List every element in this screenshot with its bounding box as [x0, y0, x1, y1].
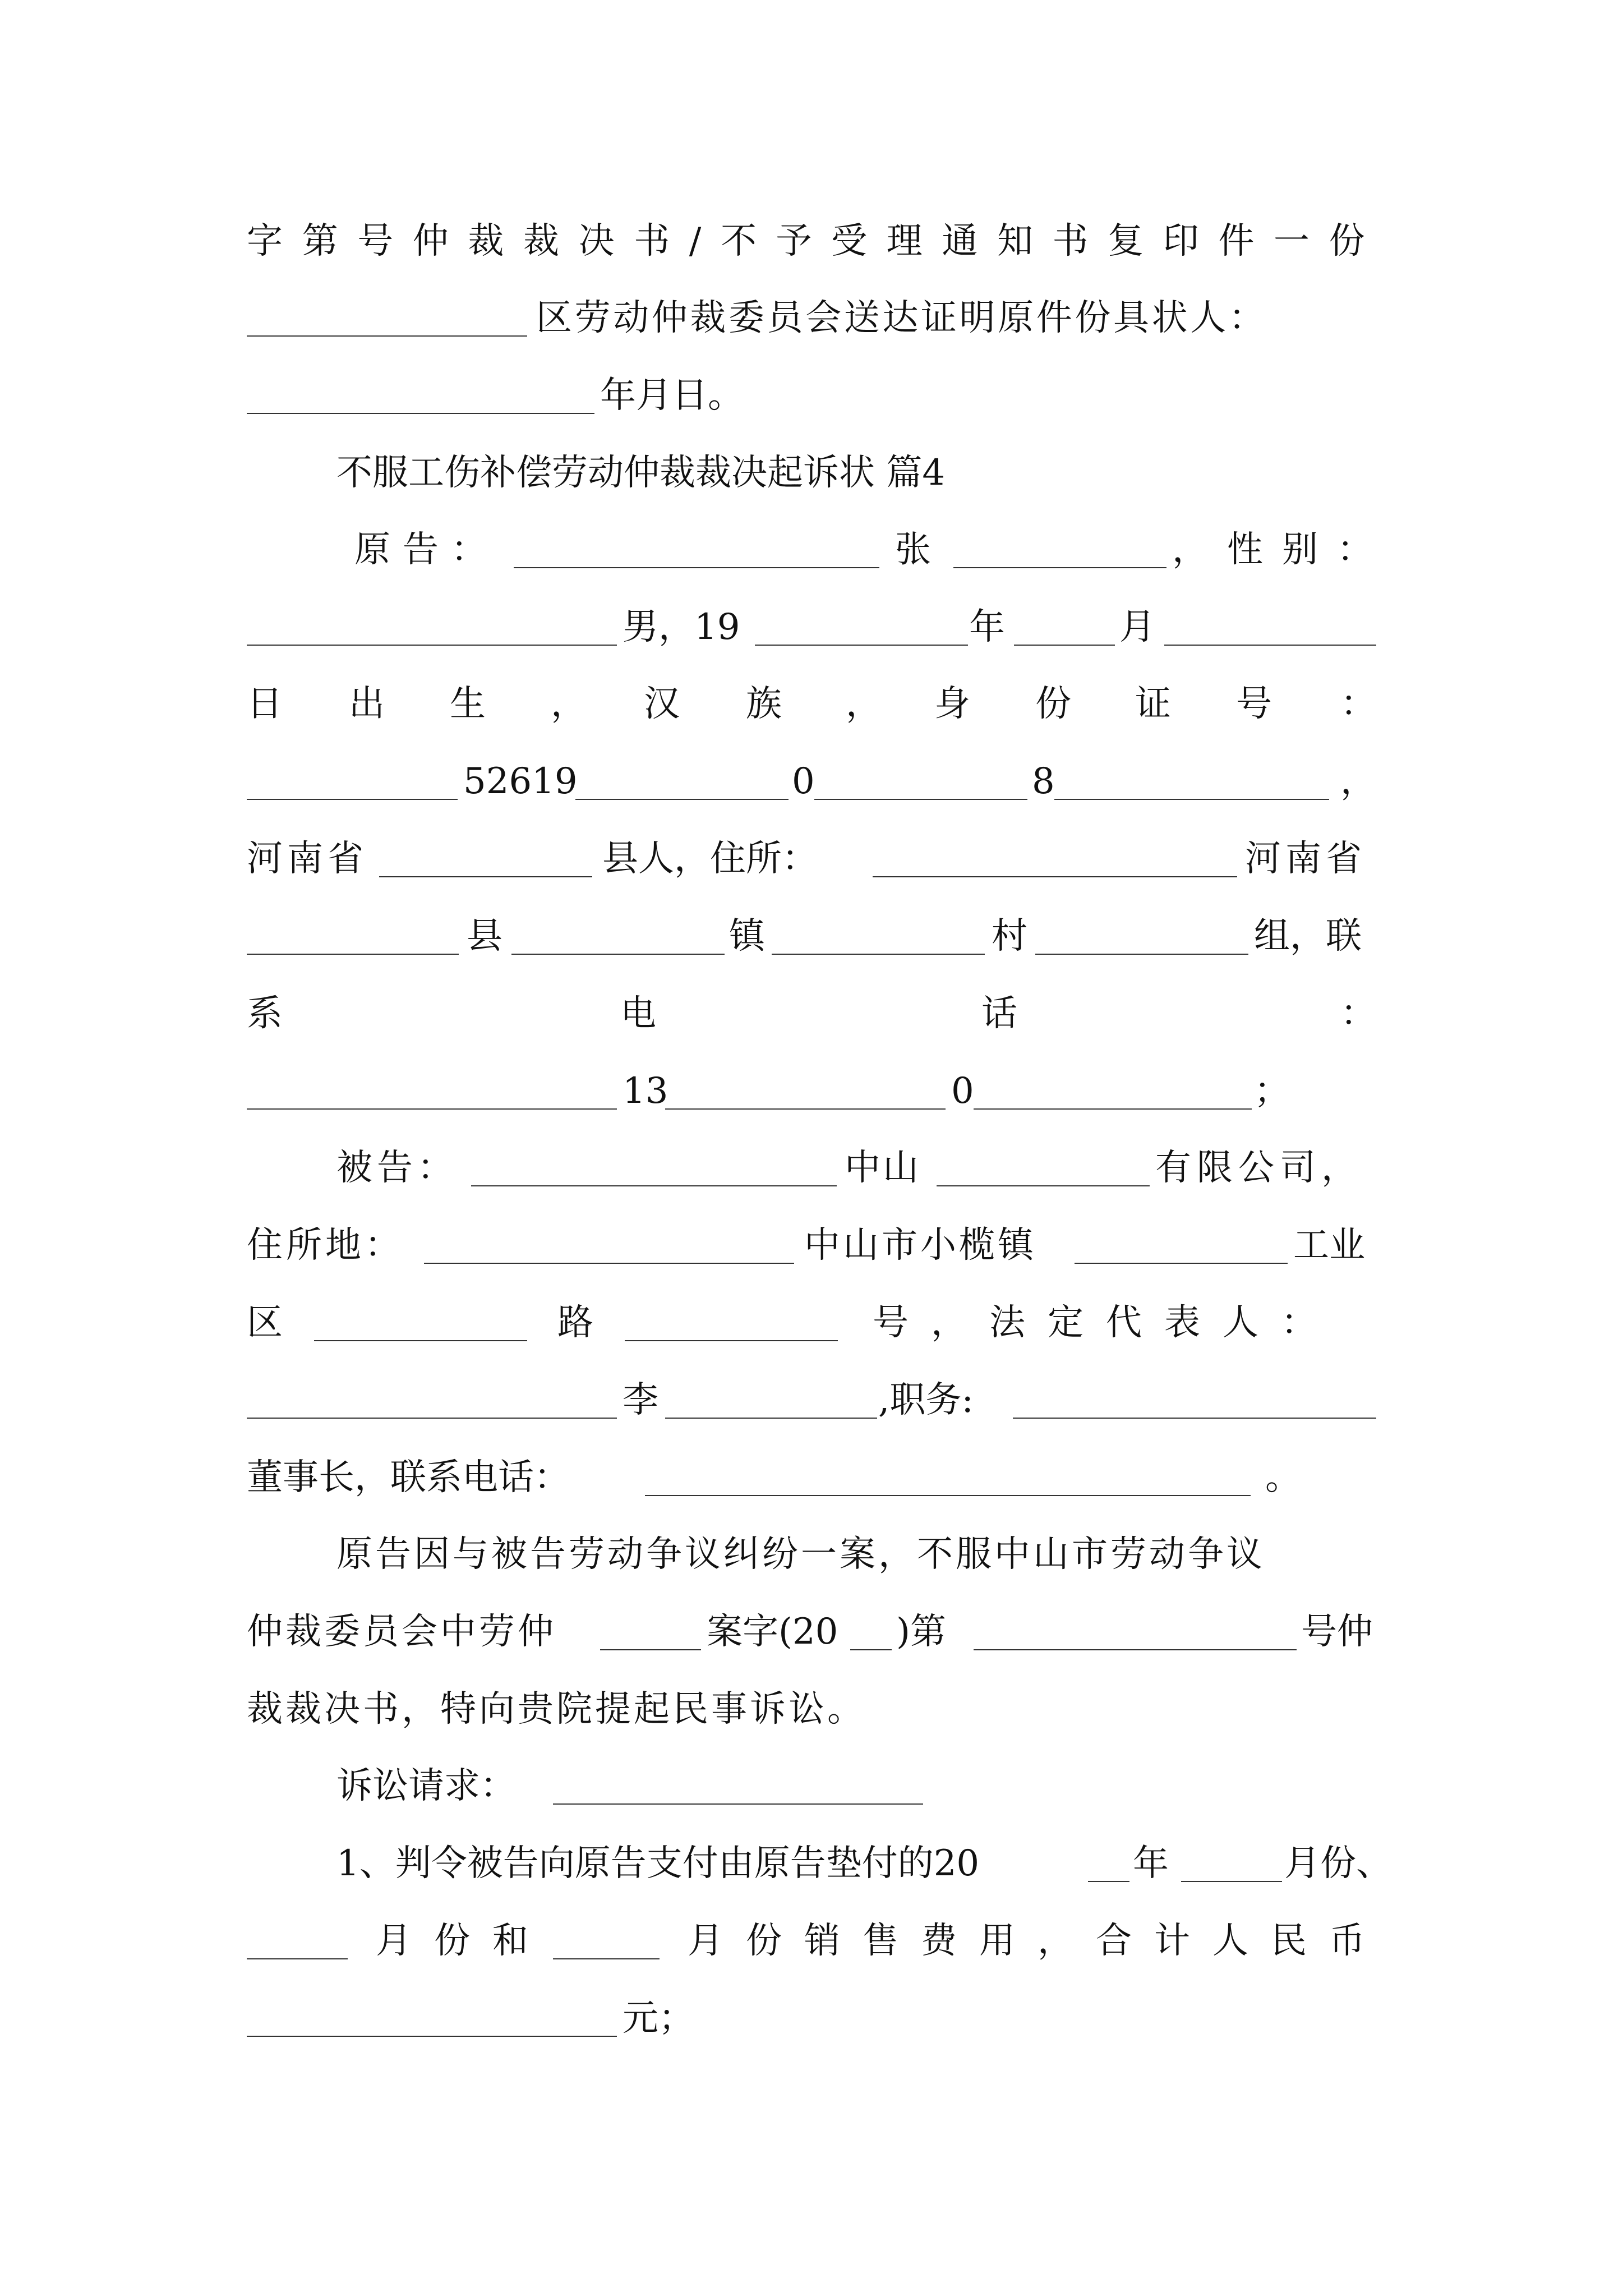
text-segment: ， [846, 683, 882, 725]
text-segment: 河南省 [1245, 838, 1366, 880]
text-segment: 中山 [845, 1147, 921, 1189]
text-segment: 字第号仲裁裁决书/不予受理通知书复印件一份 [247, 220, 1385, 262]
text-line [0, 1684, 1623, 1734]
text-segment: 村 [992, 915, 1027, 957]
text-segment: 月份销售费用，合计人民币 [688, 1920, 1387, 1962]
text-segment: 0 [792, 761, 815, 802]
text-segment: 区劳动仲裁委员会送达证明原件份具状人： [536, 297, 1267, 339]
text-segment: 诉讼请求： [336, 1765, 516, 1807]
text-segment: 。 [1265, 1457, 1301, 1498]
text-segment: 仲裁委员会中劳仲 [247, 1611, 556, 1653]
text-segment: 日 [247, 683, 283, 725]
text-line [0, 1993, 1623, 2044]
text-line [0, 293, 1623, 343]
blank-underline [553, 1803, 923, 1805]
text-line [0, 1838, 1623, 1889]
blank-underline [553, 1958, 660, 1959]
text-line [0, 756, 1623, 807]
text-segment: 号仲 [1301, 1611, 1373, 1653]
blank-underline [1088, 1881, 1129, 1882]
section-heading: 不服工伤补偿劳动仲裁裁决起诉状 篇4 [336, 452, 946, 494]
text-segment: ，性别： [1172, 529, 1392, 570]
blank-underline [247, 645, 617, 646]
text-segment: 案字(20 [707, 1611, 838, 1653]
text-segment: ， [551, 683, 587, 725]
text-segment: ： [1340, 683, 1376, 725]
text-line [0, 1375, 1623, 1425]
text-segment: 年 [969, 606, 1005, 648]
blank-underline [247, 1418, 617, 1419]
text-segment: 电 [620, 993, 656, 1034]
text-line [0, 1220, 1623, 1271]
blank-underline [247, 1958, 348, 1959]
text-line [0, 524, 1623, 575]
text-segment: 13 [623, 1070, 668, 1112]
text-segment: 系 [247, 993, 283, 1034]
text-segment: 52619 [463, 761, 578, 802]
blank-underline [974, 1108, 1252, 1110]
blank-underline [247, 413, 594, 414]
text-line [0, 370, 1623, 421]
blank-underline [514, 567, 879, 568]
text-segment: 月 [1119, 606, 1155, 648]
text-segment: 有限公司， [1155, 1147, 1363, 1189]
text-segment: 1、判令被告向原告支付由原告垫付的20 [336, 1843, 980, 1884]
text-segment: 年 [1133, 1843, 1169, 1884]
text-segment: 汉 [644, 683, 680, 725]
text-segment: 0 [951, 1070, 974, 1112]
text-line [0, 1529, 1623, 1580]
text-segment: ， [1340, 761, 1376, 802]
blank-underline [814, 799, 1027, 800]
blank-underline [1054, 799, 1329, 800]
text-segment: 组，联 [1254, 915, 1362, 957]
blank-underline [575, 799, 789, 800]
text-line [0, 679, 1623, 729]
text-segment: 男，19 [623, 606, 740, 648]
text-segment: 话 [981, 993, 1017, 1034]
blank-underline [772, 954, 985, 955]
text-line [0, 448, 1623, 498]
text-line [0, 1761, 1623, 1811]
text-segment: 出 [349, 683, 385, 725]
text-line [0, 1452, 1623, 1503]
text-segment: 李 [623, 1379, 658, 1421]
text-segment: 县人，住所： [602, 838, 818, 880]
blank-underline [665, 1418, 877, 1419]
text-line [0, 1297, 1623, 1348]
blank-underline [247, 2036, 617, 2037]
blank-underline [1181, 1881, 1282, 1882]
text-segment: 原告： [354, 529, 499, 570]
text-segment: 号 [1236, 683, 1272, 725]
text-segment: 镇 [729, 915, 765, 957]
blank-underline [1075, 1263, 1288, 1264]
text-segment: 身 [934, 683, 970, 725]
text-segment: 份 [1035, 683, 1071, 725]
text-segment: 住所地： [247, 1225, 404, 1266]
text-line [0, 911, 1623, 961]
text-segment: 证 [1135, 683, 1171, 725]
blank-underline [755, 645, 968, 646]
text-segment: 被告： [336, 1147, 458, 1189]
blank-underline [974, 1649, 1297, 1650]
text-segment: 年月日。 [600, 375, 744, 416]
blank-underline [247, 799, 458, 800]
text-line [0, 988, 1623, 1039]
blank-underline [379, 876, 592, 877]
text-line [0, 602, 1623, 652]
blank-underline [665, 1108, 946, 1110]
text-segment: 路 [557, 1302, 593, 1343]
text-segment: )第 [896, 1611, 946, 1653]
text-segment: 区 [247, 1302, 283, 1343]
text-segment: 生 [450, 683, 486, 725]
blank-underline [937, 1185, 1150, 1186]
blank-underline [850, 1649, 892, 1650]
text-segment: 董事长，联系电话： [247, 1457, 570, 1498]
blank-underline [1013, 1418, 1376, 1419]
text-segment: 中山市小榄镇 [804, 1225, 1036, 1266]
text-segment: 月份和 [376, 1920, 551, 1962]
text-segment: 月份、 [1284, 1843, 1392, 1884]
blank-underline [247, 1108, 617, 1110]
text-line [0, 216, 1623, 266]
blank-underline [1014, 645, 1115, 646]
text-segment: 号，法定代表人： [873, 1302, 1339, 1343]
text-segment: 8 [1032, 761, 1055, 802]
text-segment: ； [1254, 1070, 1290, 1112]
text-segment: 裁裁决书，特向贵院提起民事诉讼。 [247, 1688, 866, 1730]
blank-underline [953, 567, 1166, 568]
text-line [0, 1916, 1623, 1966]
blank-underline [645, 1495, 1251, 1496]
text-line [0, 1066, 1623, 1116]
text-line [0, 1143, 1623, 1193]
text-line [0, 1607, 1623, 1657]
blank-underline [314, 1340, 527, 1341]
blank-underline [511, 954, 725, 955]
text-segment: 原告因与被告劳动争议纠纷一案，不服中山市劳动争议 [336, 1534, 1265, 1575]
blank-underline [625, 1340, 838, 1341]
blank-underline [873, 876, 1237, 877]
blank-underline [1164, 645, 1376, 646]
text-segment: 县 [467, 915, 502, 957]
text-segment: ,职务: [878, 1379, 974, 1421]
blank-underline [471, 1185, 837, 1186]
text-segment: 河南省 [247, 838, 368, 880]
blank-underline [600, 1649, 701, 1650]
text-line [0, 834, 1623, 884]
text-segment: 族 [746, 683, 782, 725]
blank-underline [247, 335, 527, 337]
text-segment: 工业 [1293, 1225, 1365, 1266]
blank-underline [1035, 954, 1248, 955]
text-segment: 元； [623, 1998, 694, 2039]
text-segment: ： [1340, 993, 1376, 1034]
text-segment: 张 [895, 529, 931, 570]
blank-underline [247, 954, 459, 955]
blank-underline [424, 1263, 794, 1264]
